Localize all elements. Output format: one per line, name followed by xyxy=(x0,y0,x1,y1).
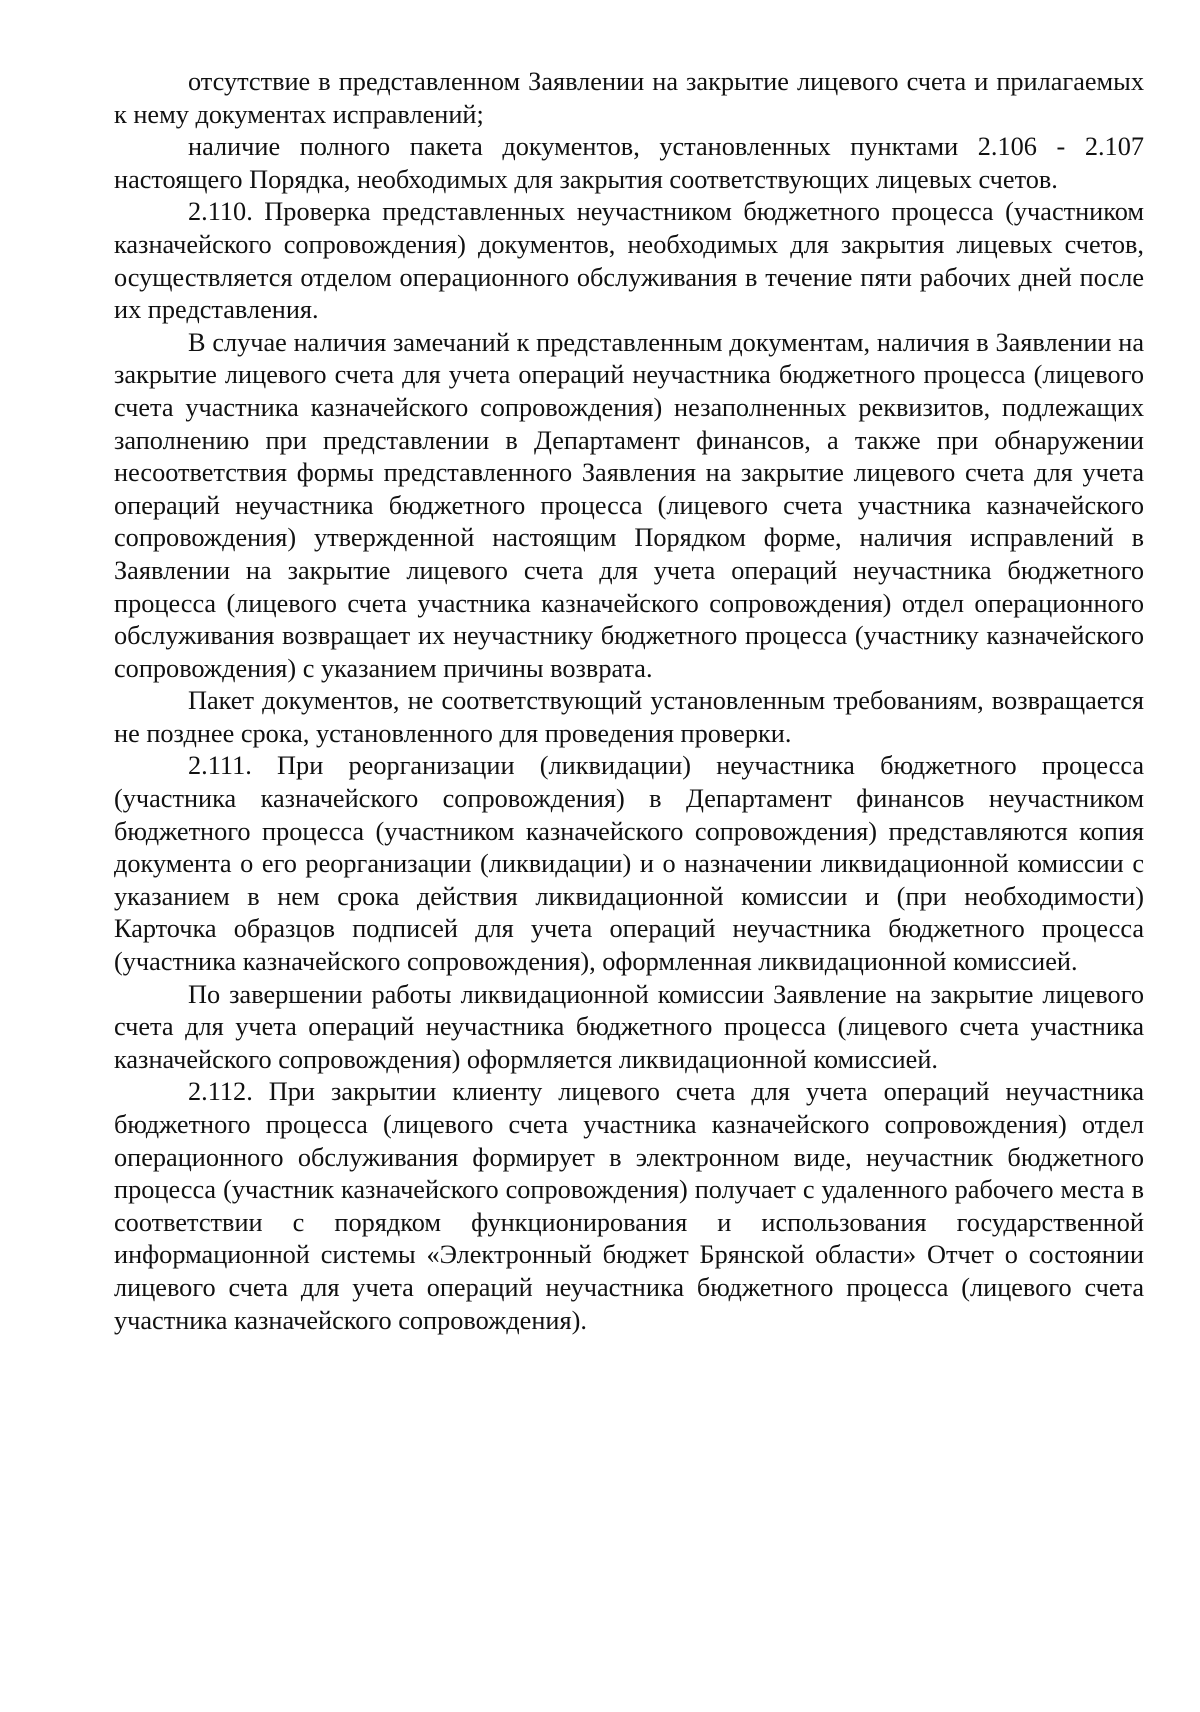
document-body xyxy=(114,66,1144,1337)
paragraph-remarks-return: В случае наличия замечаний к представленным документам, наличия в Заявлении на закрытие лицевого счета для учета операций неучастника бюджетного процесса (лицевого счета участника казначейского сопровождения) незаполненных реквизитов, подлежащих заполнению при представлении в Департамент финансов, а также при обнаружении несоответствия формы представленного Заявления на закрытие лицевого счета для учета операций неучастника бюджетного процесса (лицевого счета участника казначейского сопровождения) утвержденной настоящим Порядком форме, наличия исправлений в Заявлении на закрытие лицевого счета для учета операций неучастника бюджетного процесса (лицевого счета участника казначейского сопровождения) отдел операционного обслуживания возвращает их неучастнику бюджетного процесса (участнику казначейского сопровождения) с указанием причины возврата. xyxy=(114,327,1144,683)
paragraph-full-document-package: наличие полного пакета документов, установленных пунктами 2.106 - 2.107 настоящего Порядка, необходимых для закрытия соответствующих лицевых счетов. xyxy=(114,132,1144,194)
paragraph-liquidation-completion: По завершении работы ликвидационной комиссии Заявление на закрытие лицевого счета для учета операций неучастника бюджетного процесса (лицевого счета участника казначейского сопровождения) оформляется ликвидационной комиссией. xyxy=(114,979,1144,1074)
paragraph-2-111-reorganization: 2.111. При реорганизации (ликвидации) неучастника бюджетного процесса (участника казначейского сопровождения) в Департамент финансов неучастником бюджетного процесса (участником казначейского сопровождения) представляются копия документа о его реорганизации (ликвидации) и о назначении ликвидационной комиссии с указанием в нем срока действия ликвидационной комиссии и (при необходимости) Карточка образцов подписей для учета операций неучастника бюджетного процесса (участника казначейского сопровождения), оформленная ликвидационной комиссией. xyxy=(114,751,1144,977)
paragraph-nonconforming-package: Пакет документов, не соответствующий установленным требованиям, возвращается не позднее срока, установленного для проведения проверки. xyxy=(114,686,1144,748)
paragraph-missing-corrections: отсутствие в представленном Заявлении на закрытие лицевого счета и прилагаемых к нему документах исправлений; xyxy=(114,67,1144,129)
paragraph-2-110-verification: 2.110. Проверка представленных неучастником бюджетного процесса (участником казначейского сопровождения) документов, необходимых для закрытия лицевых счетов, осуществляется отделом операционного обслуживания в течение пяти рабочих дней после их представления. xyxy=(114,197,1144,325)
paragraph-2-112-account-closing: 2.112. При закрытии клиенту лицевого счета для учета операций неучастника бюджетного процесса (лицевого счета участника казначейского сопровождения) отдел операционного обслуживания формирует в электронном виде, неучастник бюджетного процесса (участник казначейского сопровождения) получает с удаленного рабочего места в соответствии с порядком функционирования и использования государственной информационной системы «Электронный бюджет Брянской области» Отчет о состоянии лицевого счета для учета операций неучастника бюджетного процесса (лицевого счета участника казначейского сопровождения). xyxy=(114,1077,1144,1335)
